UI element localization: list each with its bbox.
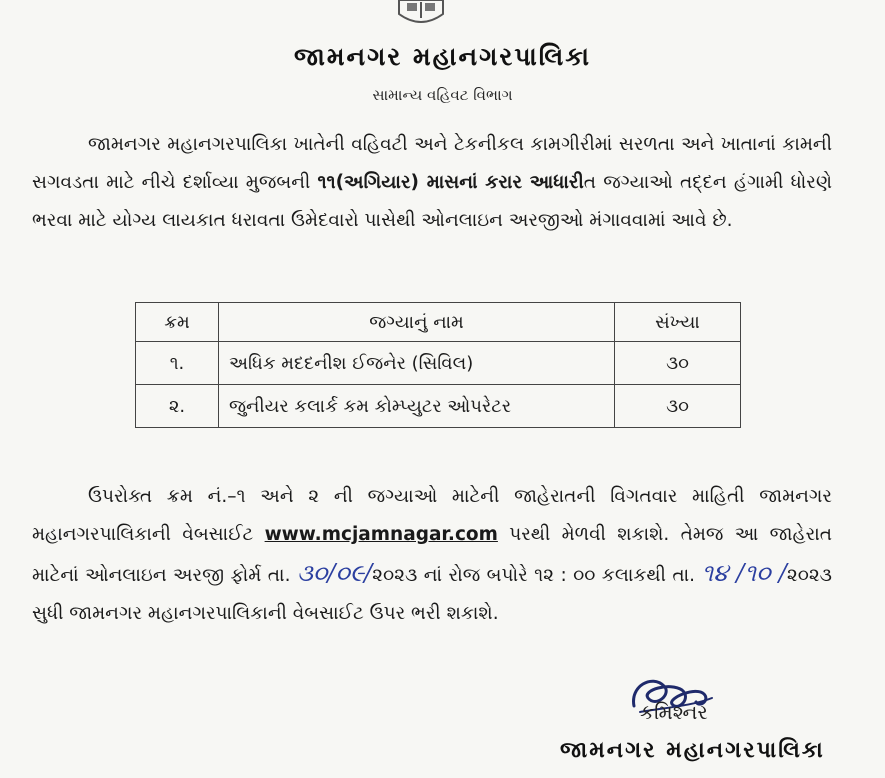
row-count: ૩૦ [615,342,741,385]
website-link[interactable]: www.mcjamnagar.com [264,524,498,545]
details-text-3: ૨૦૨૩ નાં રોજ બપોરે ૧૨ : ૦૦ કલાકથી તા. [372,565,702,586]
intro-paragraph [32,126,832,240]
row-serial: ૨. [136,385,219,428]
end-date-handwritten: ૧૪ /૧૦ / [701,559,787,587]
row-count: ૩૦ [615,385,741,428]
header-serial: ક્રમ [136,303,219,342]
details-text-1: ઉપરોક્ત ક્રમ નં.–૧ અને ૨ ની જગ્યાઓ માટેની જાહેરાતની વિગતવાર માહિતી જામનગર મહાનગરપાલિકાની વેબસાઈટ [32,486,832,545]
row-post-name: અધિક મદદનીશ ઈજનેર (સિવિલ) [219,342,615,385]
contract-duration-bold: ૧૧(અગિયાર) માસનાં કરાર આધારી [317,172,584,193]
corporation-emblem-icon [395,0,447,24]
signatory-organization: જામનગર મહાનગરપાલિકા [560,738,825,763]
table-header-row [136,303,741,342]
details-text-4: ૨૦૨૩ સુધી જામનગર મહાનગરપાલિકાની વેબસાઈટ ઉપર ભરી શકાશે. [32,565,833,624]
table-row [136,342,741,385]
header-count: સંખ્યા [615,303,741,342]
signatory-designation: કમિશ્નર [640,700,708,724]
header-post-name: જગ્યાનું નામ [219,303,615,342]
row-serial: ૧. [136,342,219,385]
details-paragraph [32,478,832,633]
page-title: જામનગર મહાનગરપાલિકા [293,42,592,71]
start-date-handwritten: ૩૦/૦૯/ [296,559,373,587]
row-post-name: જુનીયર કલાર્ક કમ કોમ્પ્યુટર ઓપરેટર [219,385,615,428]
department-subtitle: સામાન્ય વહિવટ વિભાગ [372,86,513,104]
posts-table [135,302,741,428]
intro-text-1: જામનગર મહાનગરપાલિકા ખાતેની વહિવટી અને ટેકનીકલ કામગીરીમાં સરળતા અને ખાતાનાં કામની સગવડતા માટે નીચે દર્શાવ્યા મુજબની [32,134,832,193]
intro-text-2: ત જગ્યાઓ તદ્દન હંગામી ધોરણે ભરવા માટે યોગ્ય લાયકાત ધરાવતા ઉમેદવારો પાસેથી ઓનલાઇન અરજીઓ મંગાવવામાં આવે છે. [32,172,832,231]
table-row [136,385,741,428]
details-text-2: પરથી મેળવી શકાશે. તેમજ આ જાહેરાત માટેનાં ઓનલાઇન અરજી ફોર્મ તા. [32,524,832,586]
